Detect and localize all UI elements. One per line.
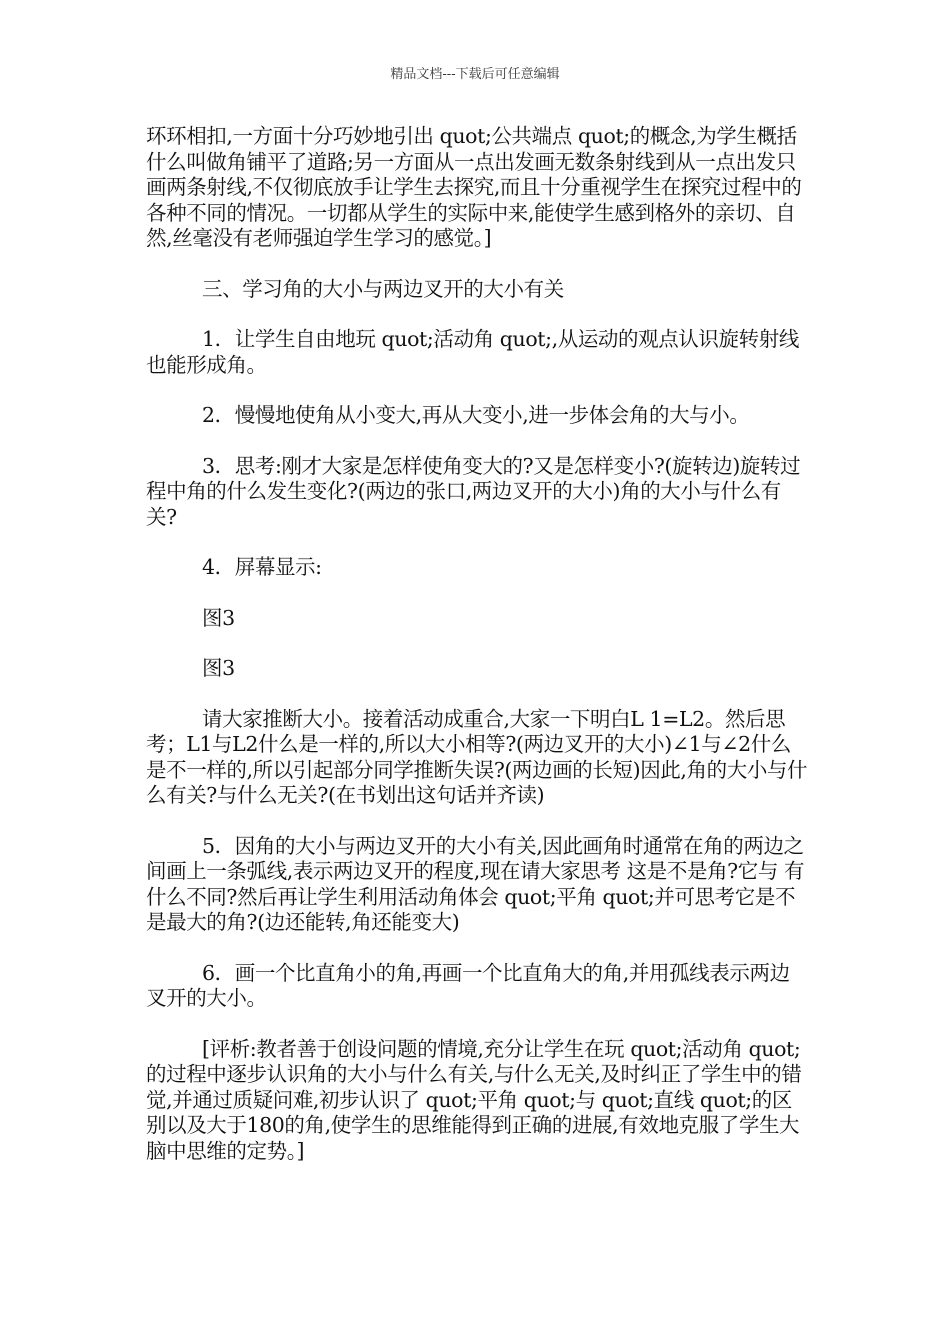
figure-label: 图3 [202,656,235,680]
page-header: 精品文档---下载后可任意编辑 [390,67,560,82]
figure-label: 图3 [202,605,235,630]
commentary-paragraph: [评析:教者善于创设问题的情境,充分让学生在玩 quot;活动角 quot;的过程中逐步认识角的大小与什么有关,与什么无关,及时纠正了学生中的错觉,并通过质疑问难,初步认识了 quot;平角 quot;与 quot;直线 quot;的区别以及大于180的角,使学生的思维能得到正确的进展,有效地克服了学生大脑中思维的定势。] [146,1036,802,1163]
list-item-6: 6．画一个比直角小的角,再画一个比直角大的角,并用孤线表示两边叉开的大小。 [146,960,790,1010]
list-item-2: 2．慢慢地使角从小变大,再从大变小,进一步体会角的大与小。 [202,403,750,427]
list-item-3: 3．思考:刚才大家是怎样使角变大的?又是怎样变小?(旋转边)旋转过程中角的什么发生变化?(两边的张口,两边叉开的大小)角的大小与什么有关? [146,453,801,529]
list-item-5: 5．因角的大小与两边叉开的大小有关,因此画角时通常在角的两边之间画上一条弧线,表示两边叉开的程度,现在请大家思考 这是不是角?它与 有什么不同?然后再让学生利用活动角体会 quot;平角 quot;并可思考它是不是最大的角?(边还能转,角还能变大) [146,833,805,934]
list-item-4: 4．屏幕显示: [202,555,322,579]
list-item-1: 1．让学生自由地玩 quot;活动角 quot;,从运动的观点认识旋转射线也能形成角。 [146,327,799,377]
document-body [146,124,808,1189]
paragraph-continuation: 环环相扣,一方面十分巧妙地引出 quot;公共端点 quot;的概念,为学生概括什么叫做角铺平了道路;另一方面从一点出发画无数条射线到从一点出发只画两条射线,不仅彻底放手让学生去探究,而且十分重视学生在探究过程中的各种不同的情况。一切都从学生的实际中来,能使学生感到格外的亲切、自然,丝毫没有老师强迫学生学习的感觉。] [146,124,802,250]
paragraph: 请大家推断大小。接着活动成重合,大家一下明白L 1=L2。然后思考；L1与L2什么是一样的,所以大小相等?(两边叉开的大小)∠1与∠2什么是不一样的,所以引起部分同学推断失误?(两边画的长短)因此,角的大小与什么有关?与什么无关?(在书划出这句话并齐读) [146,706,808,807]
section-heading: 三、学习角的大小与两边叉开的大小有关 [202,276,564,301]
